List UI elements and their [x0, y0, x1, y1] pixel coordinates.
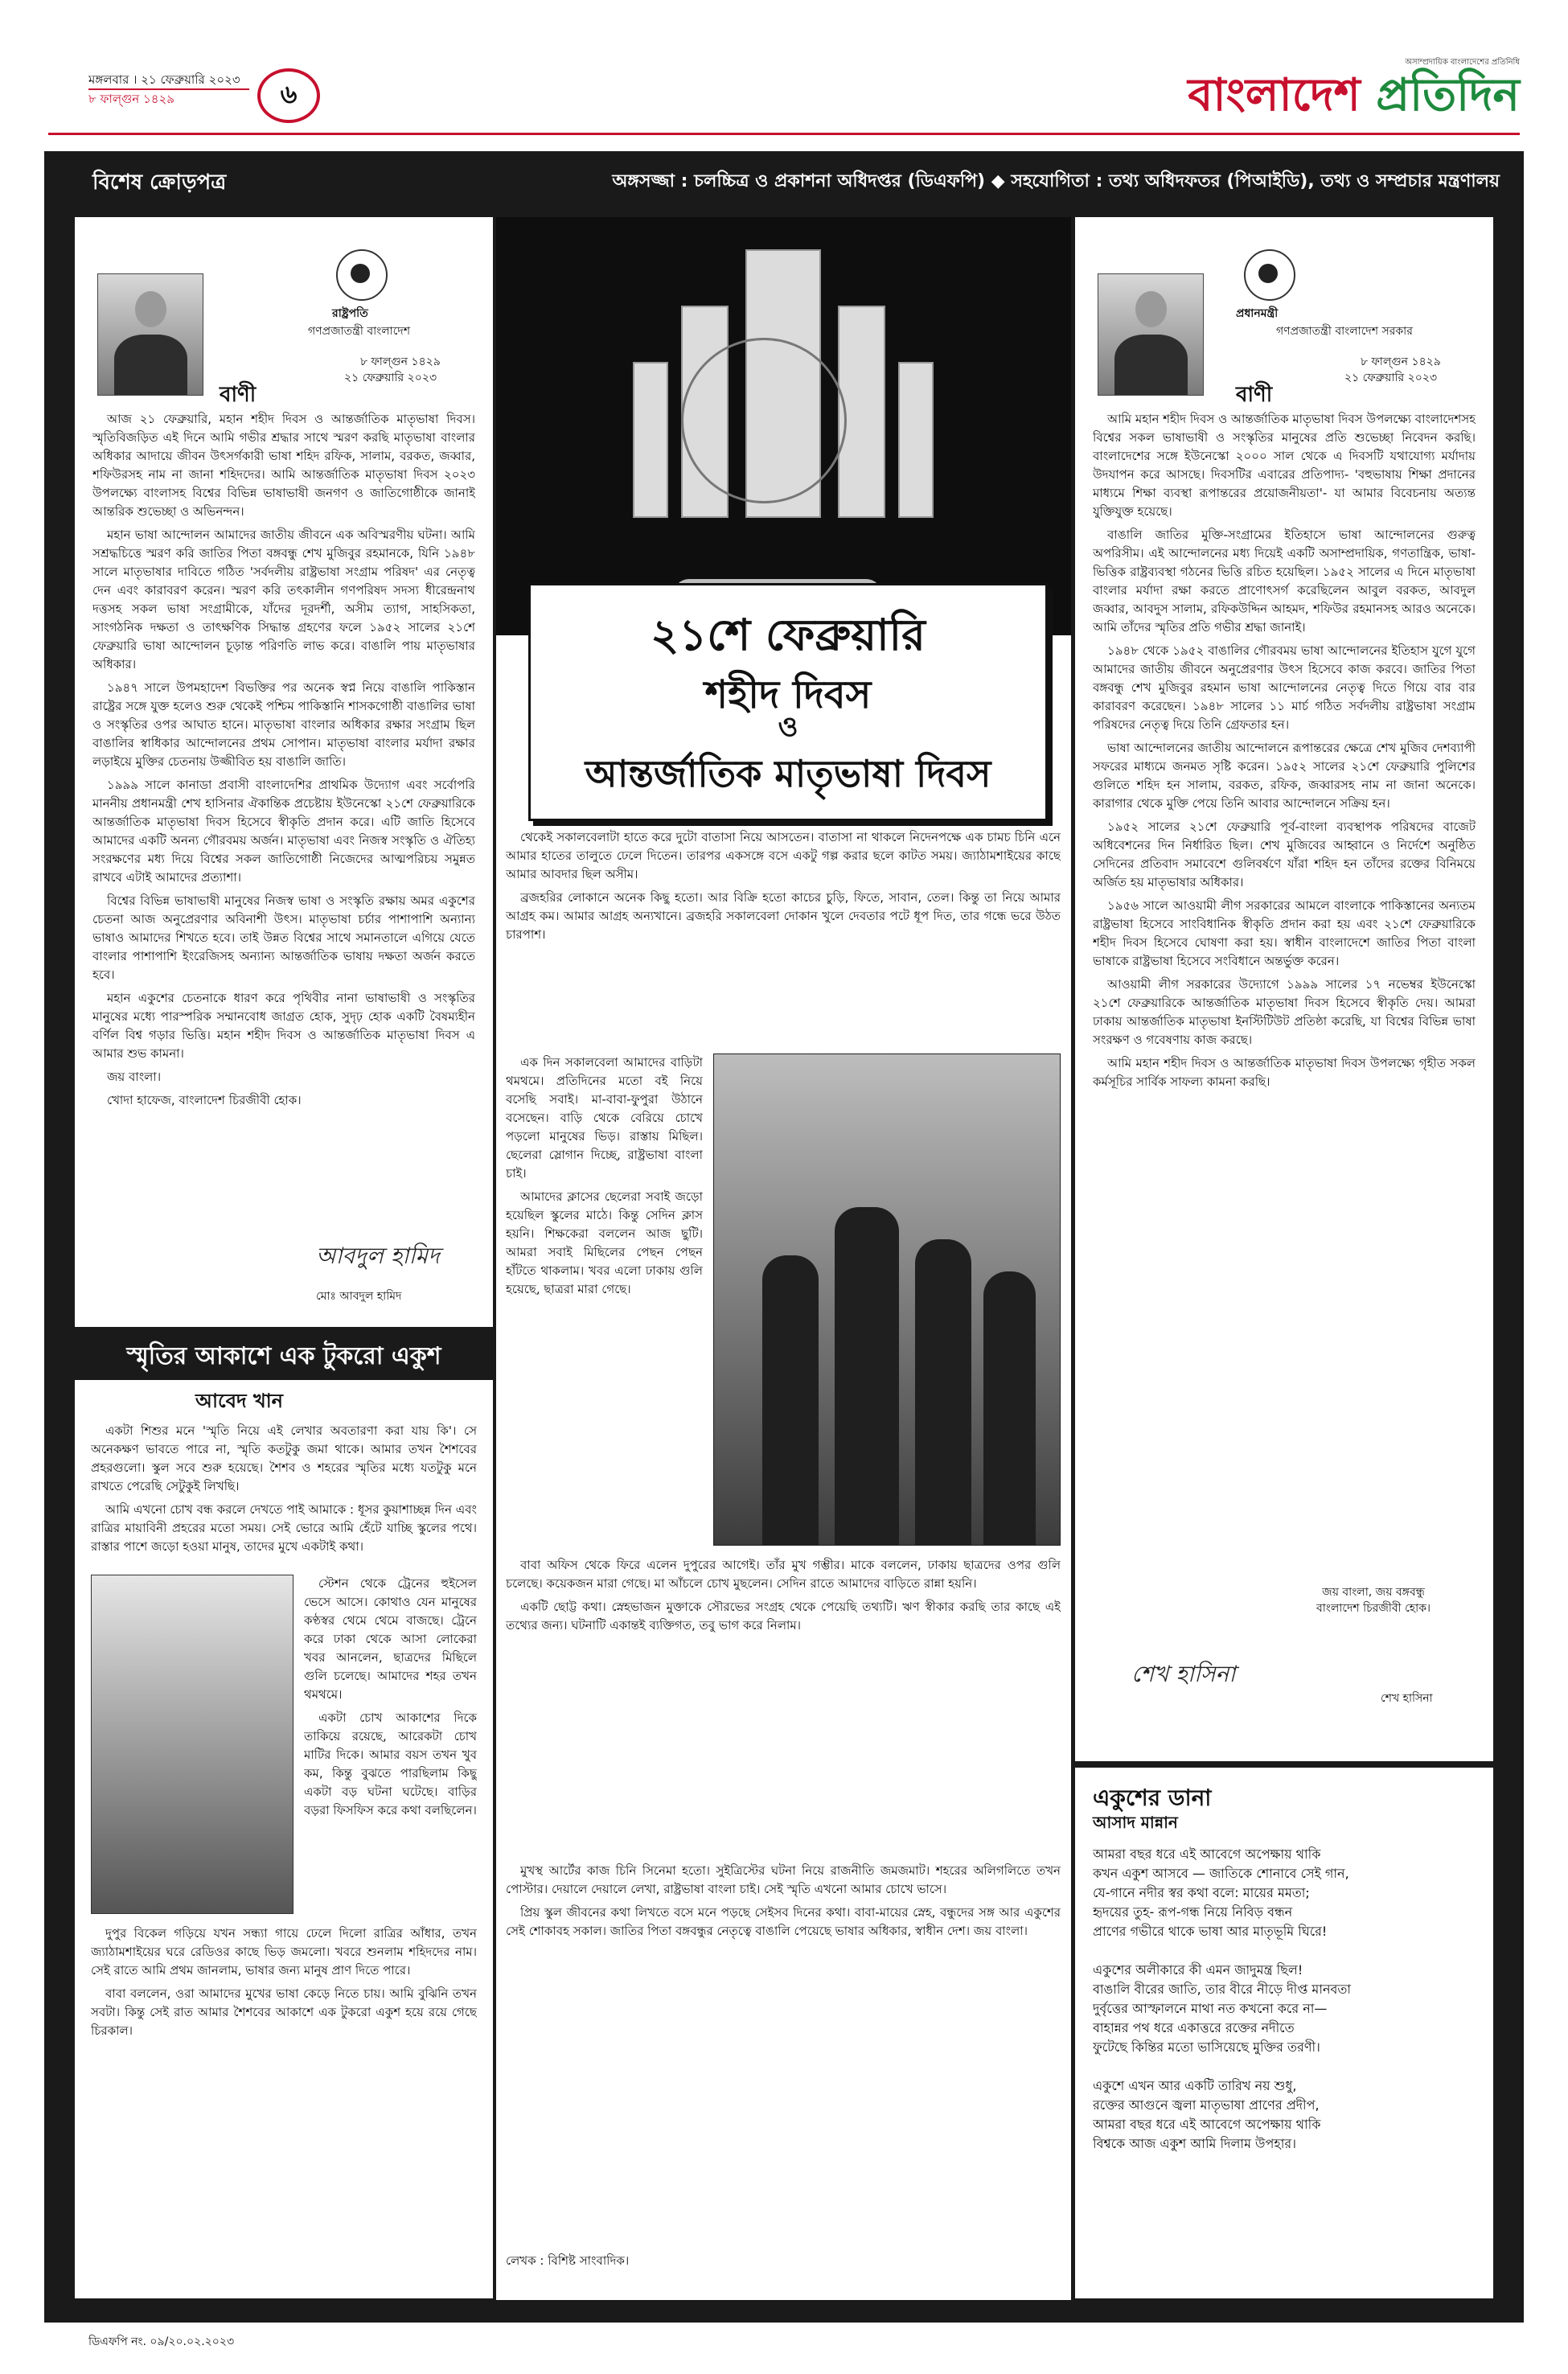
feature-author-note: লেখক : বিশিষ্ট সাংবাদিক।	[506, 2253, 630, 2268]
pm-message-title: বাণী	[1236, 383, 1273, 407]
president-emblem-icon	[336, 249, 388, 301]
header-rule	[48, 133, 1520, 135]
memoir-title: স্মৃতির আকাশে এক টুকরো একুশ	[75, 1333, 493, 1380]
feature-article-bottom	[506, 1862, 1061, 2232]
president-paragraph: ১৯৯৯ সালে কানাডা প্রবাসী বাংলাদেশির প্রাথমিক উদ্যোগ এবং সর্বোপরি মাননীয় প্রধানমন্ত্রী শেখ হাসিনার ঐকান্তিক প্রচেষ্টায় ইউনেস্কো ২১শে ফেব্রুয়ারিকে আন্তর্জাতিক মাতৃভাষা দিবস হিসেবে স্বীকৃতি প্রদান করে। এটি জাতি হিসেবে আমাদের একটি অনন্য গৌরবময় অর্জন। মাতৃভাষা এবং নিজস্ব সংস্কৃতি ও ঐতিহ্য সংরক্ষণের মধ্য দিয়ে বিশ্বের সকল জাতিগোষ্ঠী নিজেদের আত্মপরিচয় সমুন্নত রাখবে এটাই আমাদের প্রত্যাশা।	[92, 778, 475, 885]
feature-paragraph: থেকেই সকালবেলাটা হাতে করে দুটো বাতাসা নিয়ে আসতেন। বাতাসা না থাকলে নিদেনপক্ষে এক চামচ চিনি এনে আমার হাতের তালুতে ঢেলে দিতেন। তারপর একসঙ্গে বসে একটু গল্প করার ছলে কাটত সময়। জ্যাঠামশাইয়ের কাছে আমার আবদার ছিল অসীম।	[506, 830, 1061, 881]
date-bengali: ৮ ফাল্গুন ১৪২৯	[88, 92, 174, 106]
feature-paragraph: এক দিন সকালবেলা আমাদের বাড়িটা থমথমে। প্রতিদিনের মতো বই নিয়ে বসেছি সবাই। মা-বাবা-ফুপুরা উঠানে বসেছেন। বাড়ি থেকে বেরিয়ে চোখে পড়লো মানুষের ভিড়। রাস্তায় মিছিল। ছেলেরা স্লোগান দিচ্ছে, রাষ্ট্রভাষা বাংলা চাই।	[506, 1055, 703, 1181]
poem-author: আসাদ মান্নান	[1093, 1813, 1178, 1832]
shaheed-minar-photo	[496, 217, 1071, 635]
memoir-panel	[75, 1333, 493, 2298]
memoir-body	[91, 1924, 477, 2278]
page-number: ৬	[257, 68, 320, 123]
pm-paragraph: আমি মহান শহীদ দিবস ও আন্তর্জাতিক মাতৃভাষা দিবস উপলক্ষ্যে গৃহীত সকল কর্মসূচির সার্বিক সাফল্য কামনা করছি।	[1093, 1056, 1476, 1089]
pm-emblem-icon	[1244, 249, 1295, 301]
pm-portrait	[1098, 273, 1204, 396]
pm-date-bengali: ৮ ফাল্গুন ১৪২৯	[1361, 355, 1441, 368]
feature-paragraph: ব্রজহরির লোকানে অনেক কিছু হতো। আর বিক্রি হতো কাচের চুড়ি, ফিতে, সাবান, তেল। কিন্তু তা নিয়ে আমার আগ্রহ কম। আমার আগ্রহ অন্যখানে। ব্রজহরি সকালবেলা দোকান খুলে দেবতার পটে ধূপ দিত, তার গন্ধে ভরে উঠত চারপাশ।	[506, 890, 1061, 942]
supplement-credits: অঙ্গসজ্জা : চলচ্চিত্র ও প্রকাশনা অধিদপ্তর (ডিএফপি) ◆ সহযোগিতা : তথ্য অধিদফতর (পিআইডি), তথ্য ও সম্প্রচার মন্ত্রণালয়	[612, 171, 1500, 191]
pm-role: প্রধানমন্ত্রী	[1236, 307, 1279, 320]
issue-date	[88, 71, 249, 108]
memoir-author: আবেদ খান	[195, 1390, 284, 1412]
president-role: রাষ্ট্রপতি	[332, 307, 368, 320]
president-name: মোঃ আবদুল হামিদ	[316, 1290, 402, 1303]
pm-paragraph: ১৯৫২ সালের ২১শে ফেব্রুয়ারি পূর্ব-বাংলা ব্যবস্থাপক পরিষদের বাজেট অধিবেশনের দিন নির্ধারিত ছিল। শেখ মুজিবের আহ্বানে ও নির্দেশে অনুষ্ঠিত সেদিনের প্রতিবাদ সমাবেশে গুলিবর্ষণে যাঁরা শহিদ হন তাঁদের রক্তের বিনিময়ে অর্জিত হয় মাতৃভাষার অধিকার।	[1093, 819, 1476, 889]
feature-paragraph: আমাদের ক্লাসের ছেলেরা সবাই জড়ো হয়েছিল স্কুলের মাঠে। কিন্তু সেদিন ক্লাস হয়নি। শিক্ষকেরা বললেন আজ ছুটি। আমরা সবাই মিছিলের পেছন পেছন হাঁটতে থাকলাম। খবর এলো ঢাকায় গুলি হয়েছে, ছাত্ররা মারা গেছে।	[506, 1189, 703, 1296]
masthead-tagline: অসাম্প্রদায়িক বাংলাদেশের প্রতিনিধি	[1405, 58, 1520, 67]
pm-closing: জয় বাংলা, জয় বঙ্গবন্ধু বাংলাদেশ চিরজীবী হোক।	[1316, 1586, 1431, 1615]
masthead-logo	[1102, 70, 1520, 121]
masthead-name-part-2: প্রতিদিন	[1376, 69, 1520, 121]
feature-paragraph: প্রিয় স্কুল জীবনের কথা লিখতে বসে মনে পড়ছে সেইসব দিনের কথা। বাবা-মায়ের স্নেহ, বন্ধুদের সঙ্গ আর একুশের সেই শোকাবহ সকাল। জাতির পিতা বঙ্গবন্ধুর নেতৃত্বে বাঙালি পেয়েছে ভাষার অধিকার, স্বাধীন দেশ। জয় বাংলা।	[506, 1905, 1061, 1938]
president-message-title: বাণী	[220, 383, 257, 407]
president-date-gregorian: ২১ ফেব্রুয়ারি ২০২৩	[344, 372, 437, 384]
memoir-paragraph: স্টেশন থেকে ট্রেনের হুইসেল ভেসে আসে। কোথাও যেন মানুষের কণ্ঠস্বর থেমে থেমে বাজছে। ট্রেনে করে ঢাকা থেকে আসা লোকেরা খবর আনলেন, ছাত্রদের মিছিলে গুলি চলেছে। আমাদের শহর তখন থমথমে।	[304, 1576, 477, 1702]
feature-title-conjunction: ও	[778, 711, 798, 743]
president-signature: আবদুল হামিদ	[316, 1242, 440, 1269]
feature-title-box	[528, 583, 1048, 821]
president-date-bengali: ৮ ফাল্গুন ১৪২৯	[360, 355, 441, 368]
president-paragraph: ১৯৪৭ সালে উপমহাদেশ বিভক্তির পর অনেক স্বপ্ন নিয়ে বাঙালি পাকিস্তান রাষ্ট্রের সঙ্গে যুক্ত হলেও শুরু থেকেই পশ্চিম পাকিস্তানি শাসকগোষ্ঠী বাঙালির ভাষা ও সংস্কৃতির ওপর আঘাত হানে। মাতৃভাষা বাংলার অধিকার রক্ষার সংগ্রাম ছিল বাঙালির স্বাধিকার আন্দোলনের প্রথম সোপান। মাতৃভাষা বাংলার মর্যাদা রক্ষার লড়াইয়ে মুক্তির চেতনায় উজ্জীবিত হয় বাঙালি জাতি।	[92, 680, 475, 769]
feature-article-top	[506, 828, 1061, 1045]
president-message-panel	[75, 217, 493, 1327]
supplement-banner	[44, 151, 1524, 206]
newspaper-header	[0, 0, 1568, 133]
feature-article-middle	[506, 1556, 1061, 1854]
memoir-paragraph: আমি এখনো চোখ বন্ধ করলে দেখতে পাই আমাকে : ধূসর কুয়াশাচ্ছন্ন দিন এবং রাত্রির মায়াবিনী প্রহরের মতো সময়। সেই ভোরে আমি হেঁটে যাচ্ছি স্কুলের পথে। রাস্তার পাশে জড়ো হওয়া মানুষ, তাদের মুখে একটাই কথা।	[91, 1502, 477, 1554]
pm-paragraph: আওয়ামী লীগ সরকারের উদ্যোগে ১৯৯৯ সালের ১৭ নভেম্বর ইউনেস্কো ২১শে ফেব্রুয়ারিকে আন্তর্জাতিক মাতৃভাষা দিবস হিসেবে স্বীকৃতি দেয়। আমরা ঢাকায় আন্তর্জাতিক মাতৃভাষা ইনস্টিটিউট প্রতিষ্ঠা করেছি, যা বিশ্বের বিভিন্ন ভাষা সংরক্ষণ ও গবেষণায় কাজ করছে।	[1093, 977, 1476, 1047]
memoir-paragraph: একটা শিশুর মনে 'স্মৃতি নিয়ে এই লেখার অবতারণা করা যায় কি'। সে অনেকক্ষণ ভাবতে পারে না, স্মৃতি কতটুকু জমা থাকে। আমার তখন শৈশবের প্রহরগুলো। স্কুল সবে শুরু হয়েছে। শৈশব ও শহরের স্মৃতির মধ্যে যতটুকু মনে রাখতে পেরেছি সেটুকুই লিখছি।	[91, 1423, 477, 1493]
memoir-paragraph: দুপুর বিকেল গড়িয়ে যখন সন্ধ্যা গায়ে ঢেলে দিলো রাত্রির আঁধার, তখন জ্যাঠামশাইয়ের ঘরে রেডিওর কাছে ভিড় জমলো। খবরে শুনলাম শহিদদের নাম। সেই রাতে আমি প্রথম জানলাম, ভাষার জন্য মানুষ প্রাণ দিতে পারে।	[91, 1926, 477, 1978]
pm-country: গণপ্রজাতন্ত্রী বাংলাদেশ সরকার	[1276, 325, 1413, 338]
feature-paragraph: মুখস্থ আর্টের কাজ চিনি সিনেমা হতো। সুইত্রিস্টের ঘটনা নিয়ে রাজনীতি জমজমাট। শহরের অলিগলিতে তখন পোস্টার। দেয়ালে দেয়ালে লেখা, রাষ্ট্রভাষা বাংলা চাই। সেই স্মৃতি এখনো আমার চোখে ভাসে।	[506, 1863, 1061, 1896]
memoir-intro	[91, 1422, 477, 1567]
masthead	[1102, 56, 1520, 129]
pm-message-body	[1093, 410, 1476, 1568]
feature-title-martyrs-day: শহীদ দিবস	[704, 672, 872, 717]
dfp-code: ডিএফপি নং. ০৯/২০.০২.২০২৩	[88, 2335, 235, 2348]
supplement-label: বিশেষ ক্রোড়পত্র	[92, 170, 227, 195]
memoir-side-text	[304, 1575, 477, 1912]
poem-panel	[1075, 1768, 1493, 2298]
feature-article-left	[506, 1054, 703, 1544]
pm-paragraph: বাঙালি জাতির মুক্তি-সংগ্রামের ইতিহাসে ভাষা আন্দোলনের গুরুত্ব অপরিসীম। এই আন্দোলনের মধ্য দিয়েই একটি অসাম্প্রদায়িক, গণতান্ত্রিক, ভাষা-ভিত্তিক রাষ্ট্রব্যবস্থা গঠনের ভিত্তি রচিত হয়েছিল। ১৯৫২ সালের এ দিনে মাতৃভাষা বাংলার মর্যাদা রক্ষা করতে প্রাণোৎসর্গ করেছিলেন আবুল বরকত, আবদুল জব্বার, আবদুস সালাম, রফিকউদ্দিন আহমদ, শফিউর রহমানসহ আরও অনেকে। আমি তাঁদের স্মৃতির প্রতি গভীর শ্রদ্ধা জানাই।	[1093, 528, 1476, 635]
poem-title: একুশের ডানা	[1093, 1785, 1212, 1811]
pm-date-gregorian: ২১ ফেব্রুয়ারি ২০২৩	[1344, 372, 1438, 384]
president-portrait	[97, 273, 203, 396]
feature-title-date: ২১শে ফেব্রুয়ারি	[651, 610, 926, 660]
president-paragraph: মহান ভাষা আন্দোলন আমাদের জাতীয় জীবনে এক অবিস্মরণীয় ঘটনা। আমি সশ্রদ্ধচিত্তে স্মরণ করি জাতির পিতা বঙ্গবন্ধু শেখ মুজিবুর রহমানকে, যিনি ১৯৪৮ সালে মাতৃভাষার দাবিতে গঠিত 'সর্বদলীয় রাষ্ট্রভাষা সংগ্রাম পরিষদ' এর নেতৃত্ব দেন এবং কারাবরণ করেন। স্মরণ করি তৎকালীন গণপরিষদ সদস্য ধীরেন্দ্রনাথ দত্তসহ সকল ভাষা সংগ্রামীকে, যাঁদের দূরদর্শী, অসীম ত্যাগ, সাহসিকতা, সাংগঠনিক দক্ষতা ও তাৎক্ষণিক সিদ্ধান্ত গ্রহণের ফলে ১৯৫২ সালের ২১শে ফেব্রুয়ারি ভাষা আন্দোলন চূড়ান্ত পরিণতি লাভ করে। বাঙালি পায় মাতৃভাষার অধিকার।	[92, 528, 475, 672]
feature-title-language-day: আন্তর্জাতিক মাতৃভাষা দিবস	[585, 752, 991, 795]
date-gregorian: মঙ্গলবার । ২১ ফেব্রুয়ারি ২০২৩	[88, 71, 249, 90]
monument-photo	[91, 1575, 293, 1914]
pm-message-panel	[1075, 217, 1493, 1761]
president-paragraph: মহান একুশের চেতনাকে ধারণ করে পৃথিবীর নানা ভাষাভাষী ও সংস্কৃতির মানুষের মধ্যে পারস্পরিক সম্মানবোধ জাগ্রত হোক, সুদৃঢ় হোক একটি বৈষম্যহীন বর্ণিল বিশ্ব গড়ার ভিত্তি। মহান শহীদ দিবস ও আন্তর্জাতিক মাতৃভাষা দিবস এ আমার শুভ কামনা।	[92, 991, 475, 1061]
president-paragraph: বিশ্বের বিভিন্ন ভাষাভাষী মানুষের নিজস্ব ভাষা ও সংস্কৃতি রক্ষায় অমর একুশের চেতনা আজ অনুপ্রেরণার অবিনাশী উৎস। মাতৃভাষা চর্চার পাশাপাশি অন্যান্য ভাষাও আমাদের শিখতে হবে। তাই উন্নত বিশ্বের সাথে সমানতালে এগিয়ে যেতে বাংলার পাশাপাশি ইংরেজিসহ অন্যান্য আন্তর্জাতিক ভাষায় দক্ষতা অর্জন করতে হবে।	[92, 893, 475, 982]
president-paragraph: খোদা হাফেজ, বাংলাদেশ চিরজীবী হোক।	[107, 1093, 302, 1107]
poem-body: আমরা বছর ধরে এই আবেগে অপেক্ষায় থাকি কখন একুশ আসবে — জাতিকে শোনাবে সেই গান, যে-গানে নদীর স্বর কথা বলে: মায়ের মমতা; হৃদয়ের তুহ- রূপ-গন্ধ নিয়ে নিবিড় বন্ধন প্রাণের গভীরে থাকে ভাষা আর মাতৃভূমি ঘিরে! একুশের অলীকারে কী এমন জাদুমন্ত্র ছিল! বাঙালি বীরের জাতি, তার বীরে নীড়ে দীপ্ত মানবতা দুর্বৃত্তের আস্ফালনে মাথা নত কখনো করে না— বাহান্নর পথ ধরে একাত্তরে রক্তের নদীতে ফুটেছে কিন্তির মতো ভাসিয়েছে মুক্তির তরণী। একুশে এখন আর একটি তারিখ নয় শুধু, রক্তের আগুনে জ্বলা মাতৃভাষা প্রাণের প্রদীপ, আমরা বছর ধরে এই আবেগে অপেক্ষায় থাকি বিশ্বকে আজ একুশ আমি দিলাম উপহার।	[1093, 1846, 1352, 2151]
special-supplement	[44, 151, 1524, 2323]
president-paragraph: আজ ২১ ফেব্রুয়ারি, মহান শহীদ দিবস ও আন্তর্জাতিক মাতৃভাষা দিবস। স্মৃতিবিজড়িত এই দিনে আমি গভীর শ্রদ্ধার সাথে স্মরণ করছি মাতৃভাষা বাংলার অধিকার আদায়ে জীবন উৎসর্গকারী ভাষা শহিদ রফিক, সালাম, বরকত, জব্বার, শফিউরসহ নাম না জানা শহিদদের। আমি আন্তর্জাতিক মাতৃভাষা দিবস ২০২৩ উপলক্ষ্যে বাংলাসহ বিশ্বের বিভিন্ন ভাষাভাষী জনগণ ও জাতিগোষ্ঠীকে জানাই আন্তরিক শুভেচ্ছা ও অভিনন্দন।	[92, 412, 475, 519]
pm-paragraph: ১৯৫৬ সালে আওয়ামী লীগ সরকারের আমলে বাংলাকে পাকিস্তানের অন্যতম রাষ্ট্রভাষা হিসেবে সাংবিধানিক স্বীকৃতি প্রদান করা হয় এবং ২১শে ফেব্রুয়ারিকে শহীদ দিবস হিসেবে ঘোষণা করা হয়। স্বাধীন বাংলাদেশে জাতির পিতা বাংলা ভাষাকে রাষ্ট্রভাষা হিসেবে সংবিধানে অন্তর্ভুক্ত করেন।	[1093, 898, 1476, 968]
feature-paragraph: একটি ছোট্ট কথা। স্নেহভাজন মুক্তাকে সৌরভের সংগ্রহ থেকে পেয়েছি তথ্যটি। ঋণ স্বীকার করছি তার কাছে এই তথ্যের জন্য। ঘটনাটি একান্তই ব্যক্তিগত, তবু ভাগ করে নিলাম।	[506, 1600, 1061, 1633]
memoir-paragraph: বাবা বললেন, ওরা আমাদের মুখের ভাষা কেড়ে নিতে চায়। আমি বুঝিনি তখন সবটা। কিন্তু সেই রাত আমার শৈশবের আকাশে এক টুকরো একুশ হয়ে রয়ে গেছে চিরকাল।	[91, 1986, 477, 2038]
pm-signature: শেখ হাসিনা	[1131, 1661, 1236, 1687]
pm-paragraph: ভাষা আন্দোলনের জাতীয় আন্দোলনে রূপান্তরের ক্ষেত্রে শেখ মুজিব দেশব্যাপী সফরের মাধ্যমে জনমত সৃষ্টি করেন। ১৯৫২ সালের ২১শে ফেব্রুয়ারি পুলিশের গুলিতে শহিদ হন সালাম, বরকত, রফিক, জব্বারসহ নাম না জানা অনেকে। কারাগার থেকে মুক্তি পেয়ে তিনি আবার আন্দোলনে সক্রিয় হন।	[1093, 741, 1476, 811]
president-country: গণপ্রজাতন্ত্রী বাংলাদেশ	[308, 325, 410, 338]
feature-panel	[496, 217, 1071, 2300]
masthead-name-part-1: বাংলাদেশ	[1188, 69, 1377, 121]
president-paragraph: জয় বাংলা।	[107, 1070, 162, 1084]
memoir-paragraph: একটা চোখ আকাশের দিকে তাকিয়ে রয়েছে, আরেকটা চোখ মাটির দিকে। আমার বয়স তখন খুব কম, কিন্তু বুঝতে পারছিলাম কিছু একটা বড় ঘটনা ঘটেছে। বাড়ির বড়রা ফিসফিস করে কথা বলছিলেন।	[304, 1711, 477, 1817]
pm-paragraph: আমি মহান শহীদ দিবস ও আন্তর্জাতিক মাতৃভাষা দিবস উপলক্ষ্যে বাংলাদেশসহ বিশ্বের সকল ভাষাভাষী ও সংস্কৃতির মানুষের প্রতি শুভেচ্ছা নিবেদন করছি। বাংলাদেশের সঙ্গে ইউনেস্কো ২০০০ সাল থেকে এ দিবসটি যথাযোগ্য মর্যাদায় উদযাপন করে আসছে। দিবসটির এবারের প্রতিপাদ্য- 'বহুভাষায় শিক্ষা প্রদানের মাধ্যমে শিক্ষা ব্যবস্থা রূপান্তরের প্রয়োজনীয়তা'- যা আমার বিবেচনায় অত্যন্ত যুক্তিযুক্ত হয়েছে।	[1093, 412, 1476, 519]
pm-paragraph: ১৯৪৮ থেকে ১৯৫২ বাঙালির গৌরবময় ভাষা আন্দোলনের ইতিহাস যুগে যুগে আমাদের জাতীয় জীবনে অনুপ্রেরণার উৎস হিসেবে কাজ করবে। জাতির পিতা বঙ্গবন্ধু শেখ মুজিবুর রহমান ভাষা আন্দোলনের নেতৃত্ব দিতে গিয়ে বার বার কারাবরণ করেছেন। ১৯৪৮ সালের ১১ মার্চ গঠিত সর্বদলীয় রাষ্ট্রভাষা সংগ্রাম পরিষদের নেতৃত্ব দিয়ে তিনি গ্রেফতার হন।	[1093, 643, 1476, 732]
president-message-body	[92, 410, 475, 1214]
language-movement-photo	[713, 1054, 1061, 1546]
pm-name: শেখ হাসিনা	[1381, 1692, 1433, 1705]
feature-paragraph: বাবা অফিস থেকে ফিরে এলেন দুপুরের আগেই। তাঁর মুখ গম্ভীর। মাকে বললেন, ঢাকায় ছাত্রদের ওপর গুলি চলেছে। কয়েকজন মারা গেছে। মা আঁচলে চোখ মুছলেন। সেদিন রাতে আমাদের বাড়িতে রান্না হয়নি।	[506, 1558, 1061, 1591]
